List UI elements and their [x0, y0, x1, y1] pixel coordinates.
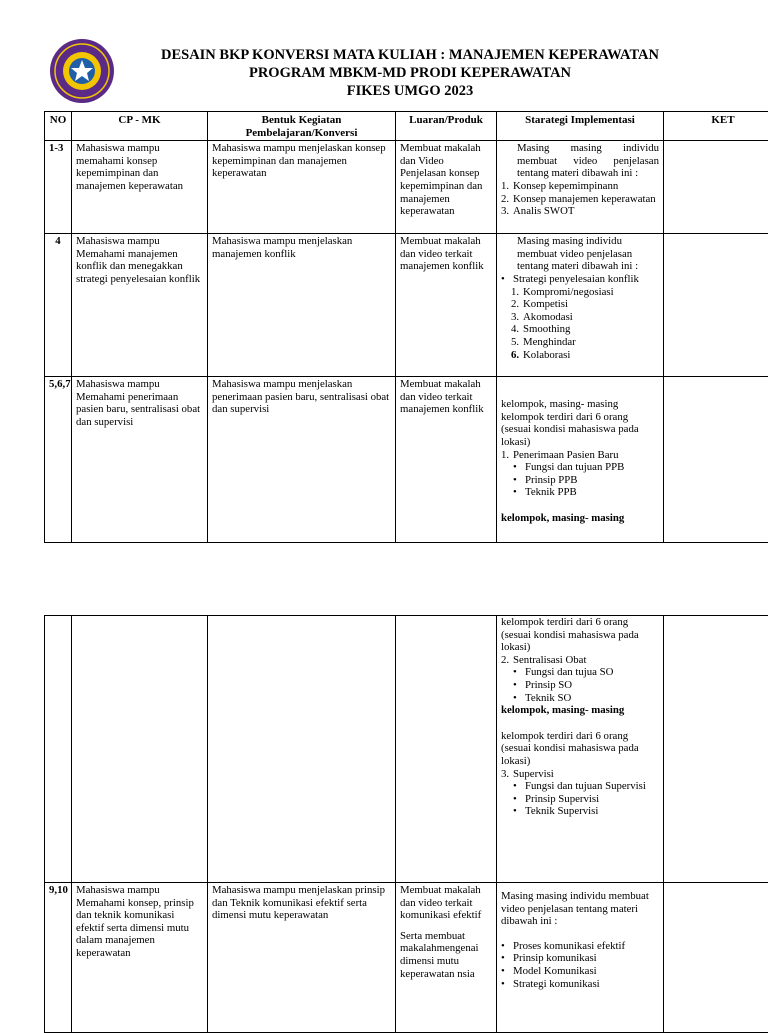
- table-row: [45, 616, 768, 883]
- table-row: [45, 141, 768, 234]
- doc-title-line1: DESAIN BKP KONVERSI MATA KULIAH : MANAJEMEN KEPERAWATAN: [110, 46, 710, 64]
- strategi-intro: kelompok, masing- masing kelompok terdiri dari 6 orang (sesuai kondisi mahasiswa pada lokasi): [501, 398, 659, 448]
- list-item: 1. Konsep kepemimpinann: [501, 180, 659, 193]
- doc-title-line2: PROGRAM MBKM-MD PRODI KEPERAWATAN: [110, 64, 710, 82]
- university-logo: [49, 38, 115, 104]
- list-item: • Teknik Supervisi: [513, 805, 659, 818]
- row-ket: [664, 883, 768, 1033]
- row-no: 4: [45, 234, 72, 377]
- row-cp: Mahasiswa mampu Memahami konsep, prinsip dan teknik komunikasi efektif serta dimensi mutu dalam manajemen keperawatan: [72, 883, 208, 1033]
- list-item: 3. Akomodasi: [511, 311, 659, 324]
- strategi-intro: Masing masing individu membuat video penjelasan tentang materi dibawah ini :: [501, 890, 659, 928]
- list-item: 4. Smoothing: [511, 323, 659, 336]
- row-no: 1-3: [45, 141, 72, 234]
- row-bentuk: [208, 616, 396, 883]
- luaran-text: Membuat makalah dan video terkait komunikasi efektif: [400, 884, 492, 922]
- row-no: 9,10: [45, 883, 72, 1033]
- row-cp: Mahasiswa mampu Memahami manajemen konflik dan menegakkan strategi penyelesaian konflik: [72, 234, 208, 377]
- strategi-bold-line: kelompok, masing- masing: [501, 704, 659, 717]
- row-luaran: Membuat makalah dan video terkait manajemen konflik: [396, 377, 497, 543]
- row-luaran: [396, 616, 497, 883]
- row-cp: Mahasiswa mampu memahami konsep kepemimpinan dan manajemen keperawatan: [72, 141, 208, 234]
- list-item: • Model Komunikasi: [501, 965, 659, 978]
- list-item: • Fungsi dan tujuan Supervisi: [513, 780, 659, 793]
- col-header-no: NO: [45, 112, 72, 141]
- luaran-text: Serta membuat makalahmengenai dimensi mutu keperawatan nsia: [400, 930, 492, 980]
- strategi-intro: kelompok terdiri dari 6 orang (sesuai kondisi mahasiswa pada lokasi): [501, 616, 659, 654]
- list-item: • Fungsi dan tujuan PPB: [513, 461, 659, 474]
- table-row: [45, 883, 768, 1033]
- row-ket: [664, 616, 768, 883]
- list-item: • Strategi penyelesaian konflik: [501, 273, 659, 286]
- row-strategi: [497, 234, 664, 377]
- list-item: • Strategi komunikasi: [501, 978, 659, 991]
- row-strategi: [497, 883, 664, 1033]
- row-luaran: Membuat makalah dan video terkait manajemen konflik: [396, 234, 497, 377]
- row-ket: [664, 141, 768, 234]
- col-header-cp: CP - MK: [72, 112, 208, 141]
- strategi-bold-line: kelompok, masing- masing: [501, 512, 659, 525]
- list-item: 6. Kolaborasi: [511, 349, 659, 362]
- row-bentuk: Mahasiswa mampu menjelaskan prinsip dan Teknik komunikasi efektif serta dimensi mutu keperawatan: [208, 883, 396, 1033]
- list-item: • Prinsip PPB: [513, 474, 659, 487]
- list-item: • Prinsip Supervisi: [513, 793, 659, 806]
- strategi-intro: Masing masing individu membuat video penjelasan tentang materi dibawah ini :: [501, 235, 659, 273]
- list-item: 2. Konsep manajemen keperawatan: [501, 193, 659, 206]
- row-no: 5,6,7: [45, 377, 72, 543]
- row-luaran: Membuat makalah dan Video Penjelasan konsep kepemimpinan dan manajemen keperawatan: [396, 141, 497, 234]
- doc-title-line3: FIKES UMGO 2023: [110, 82, 710, 100]
- strategi-intro: Masing masing individu membuat video penjelasan tentang materi dibawah ini :: [501, 142, 659, 180]
- strategi-intro: kelompok terdiri dari 6 orang (sesuai kondisi mahasiswa pada lokasi): [501, 730, 659, 768]
- col-header-luaran: Luaran/Produk: [396, 112, 497, 141]
- list-item: 1. Kompromi/negosiasi: [511, 286, 659, 299]
- row-luaran: [396, 883, 497, 1033]
- conversion-table: [44, 111, 768, 543]
- conversion-table-continued: [44, 615, 768, 1033]
- list-item: • Fungsi dan tujua SO: [513, 666, 659, 679]
- row-bentuk: Mahasiswa mampu menjelaskan penerimaan pasien baru, sentralisasi obat dan supervisi: [208, 377, 396, 543]
- row-ket: [664, 377, 768, 543]
- table-row: [45, 377, 768, 543]
- col-header-strategi: Starategi Implementasi: [497, 112, 664, 141]
- row-strategi: [497, 141, 664, 234]
- row-bentuk: Mahasiswa mampu menjelaskan konsep kepemimpinan dan manajemen keperawatan: [208, 141, 396, 234]
- row-strategi: [497, 377, 664, 543]
- list-item: 3. Analis SWOT: [501, 205, 659, 218]
- table-row: [45, 234, 768, 377]
- row-strategi: [497, 616, 664, 883]
- row-bentuk: Mahasiswa mampu menjelaskan manajemen konflik: [208, 234, 396, 377]
- list-item: • Prinsip komunikasi: [501, 952, 659, 965]
- list-item: • Proses komunikasi efektif: [501, 940, 659, 953]
- list-item: 1. Penerimaan Pasien Baru: [501, 449, 659, 462]
- row-no: [45, 616, 72, 883]
- list-item: 3. Supervisi: [501, 768, 659, 781]
- list-item: 2. Kompetisi: [511, 298, 659, 311]
- list-item: • Teknik PPB: [513, 486, 659, 499]
- col-header-bentuk: Bentuk Kegiatan Pembelajaran/Konversi: [208, 112, 396, 141]
- row-ket: [664, 234, 768, 377]
- list-item: • Teknik SO: [513, 692, 659, 705]
- col-header-ket: KET: [664, 112, 768, 141]
- list-item: 2. Sentralisasi Obat: [501, 654, 659, 667]
- list-item: • Prinsip SO: [513, 679, 659, 692]
- row-cp: Mahasiswa mampu Memahami penerimaan pasien baru, sentralisasi obat dan supervisi: [72, 377, 208, 543]
- list-item: 5. Menghindar: [511, 336, 659, 349]
- row-cp: [72, 616, 208, 883]
